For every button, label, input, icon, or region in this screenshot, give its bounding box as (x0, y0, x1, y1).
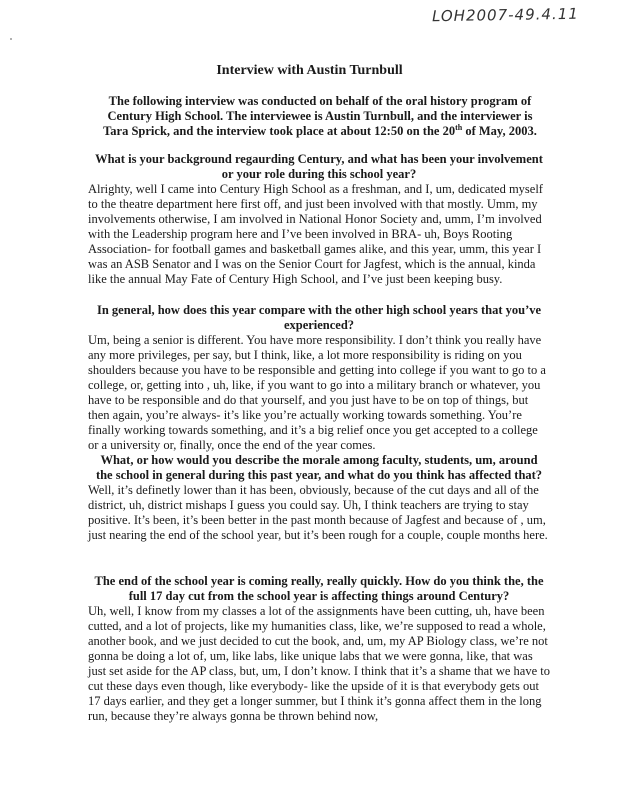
qa-block-4 (88, 574, 550, 724)
qa-block-2 (88, 303, 550, 453)
answer-1: Alrighty, well I came into Century High School as a freshman, and I, um, dedicated myself to the theatre department here first off, and just been involved with that mostly. Umm, my involvements otherwise, I am involved in National Honor Society and, umm, I’m involved with the Leadership program here and I’ve been involved in BRA- uh, Boys Rooting Association- for football games and basketball games alike, and this year, umm, this year I was an ASB Senator and I was on the Senior Court for Jagfest, which is the annual, kinda like the annual May Fate of Century High School, and I’ve just been keeping busy. (88, 182, 543, 286)
scan-speck (10, 38, 12, 40)
archive-id-handwritten: LOH2007-49.4.11 (432, 4, 580, 26)
question-4: The end of the school year is coming really, really quickly. How do you think the, the full 17 day cut from the school year is affecting things around Century? (94, 574, 544, 603)
intro-superscript: th (455, 122, 463, 132)
intro-text-end: of May, 2003. (462, 124, 537, 138)
question-2: In general, how does this year compare with the other high school years that you’ve experienced? (96, 303, 542, 332)
page-title: Interview with Austin Turnbull (216, 63, 403, 78)
answer-4: Uh, well, I know from my classes a lot of the assignments have been cutting, uh, have been cutted, and a lot of projects, like my humanities class, like, we’re supposed to read a whole, another book, and we just decided to cut the book, and, um, my AP Biology class, we’re not gonna be doing a lot of, um, like labs, like unique labs that we were gonna, like, that was just set aside for the AP class, but, um, I don’t know. I think that it’s a shame that we have to cut these days even though, like everybody- like the upside of it is that everybody gets out 17 days earlier, and they get a longer summer, but I think it’s gonna affect them in the long run, because they’re always gonna be thrown behind now, (88, 604, 550, 723)
answer-2: Um, being a senior is different. You have more responsibility. I don’t think you really have any more privileges, per say, but I think, like, a lot more responsibility is riding on you shoulders because you have to be responsible and getting into college if you want to go to a college, or, getting into , uh, like, if you want to go into a military branch or whatever, you have to be responsible and do that yourself, and you just have to be on top of things, but then again, you’re always- it’s like you’re actually working towards something. You’re finally working towards something, and it’s a big relief once you get accepted to a college or a university or, finally, once the end of the year comes. (88, 333, 546, 452)
answer-3: Well, it’s definetly lower than it has been, obviously, because of the cut days and all of the district, uh, district mishaps I guess you could say. Uh, I think teachers are trying to stay positive. It’s been, it’s been better in the past month because of Jagfest and because of , um, just nearing the end of the school year, but it’s been rough for a couple, couple months here. (88, 483, 548, 542)
intro-paragraph (100, 94, 540, 139)
intro-text: The following interview was conducted on behalf of the oral history program of Century High School. The interviewee is Austin Turnbull, and the interviewer is Tara Sprick, and the interview took place at about 12:50 on the 20 (103, 94, 533, 138)
qa-block-1 (88, 152, 550, 287)
question-1: What is your background regaurding Century, and what has been your involvement or your role during this school year? (95, 152, 543, 181)
question-3: What, or how would you describe the morale among faculty, students, um, around the school in general during this past year, and what do you think has affected that? (95, 453, 543, 482)
qa-block-3 (88, 453, 550, 543)
